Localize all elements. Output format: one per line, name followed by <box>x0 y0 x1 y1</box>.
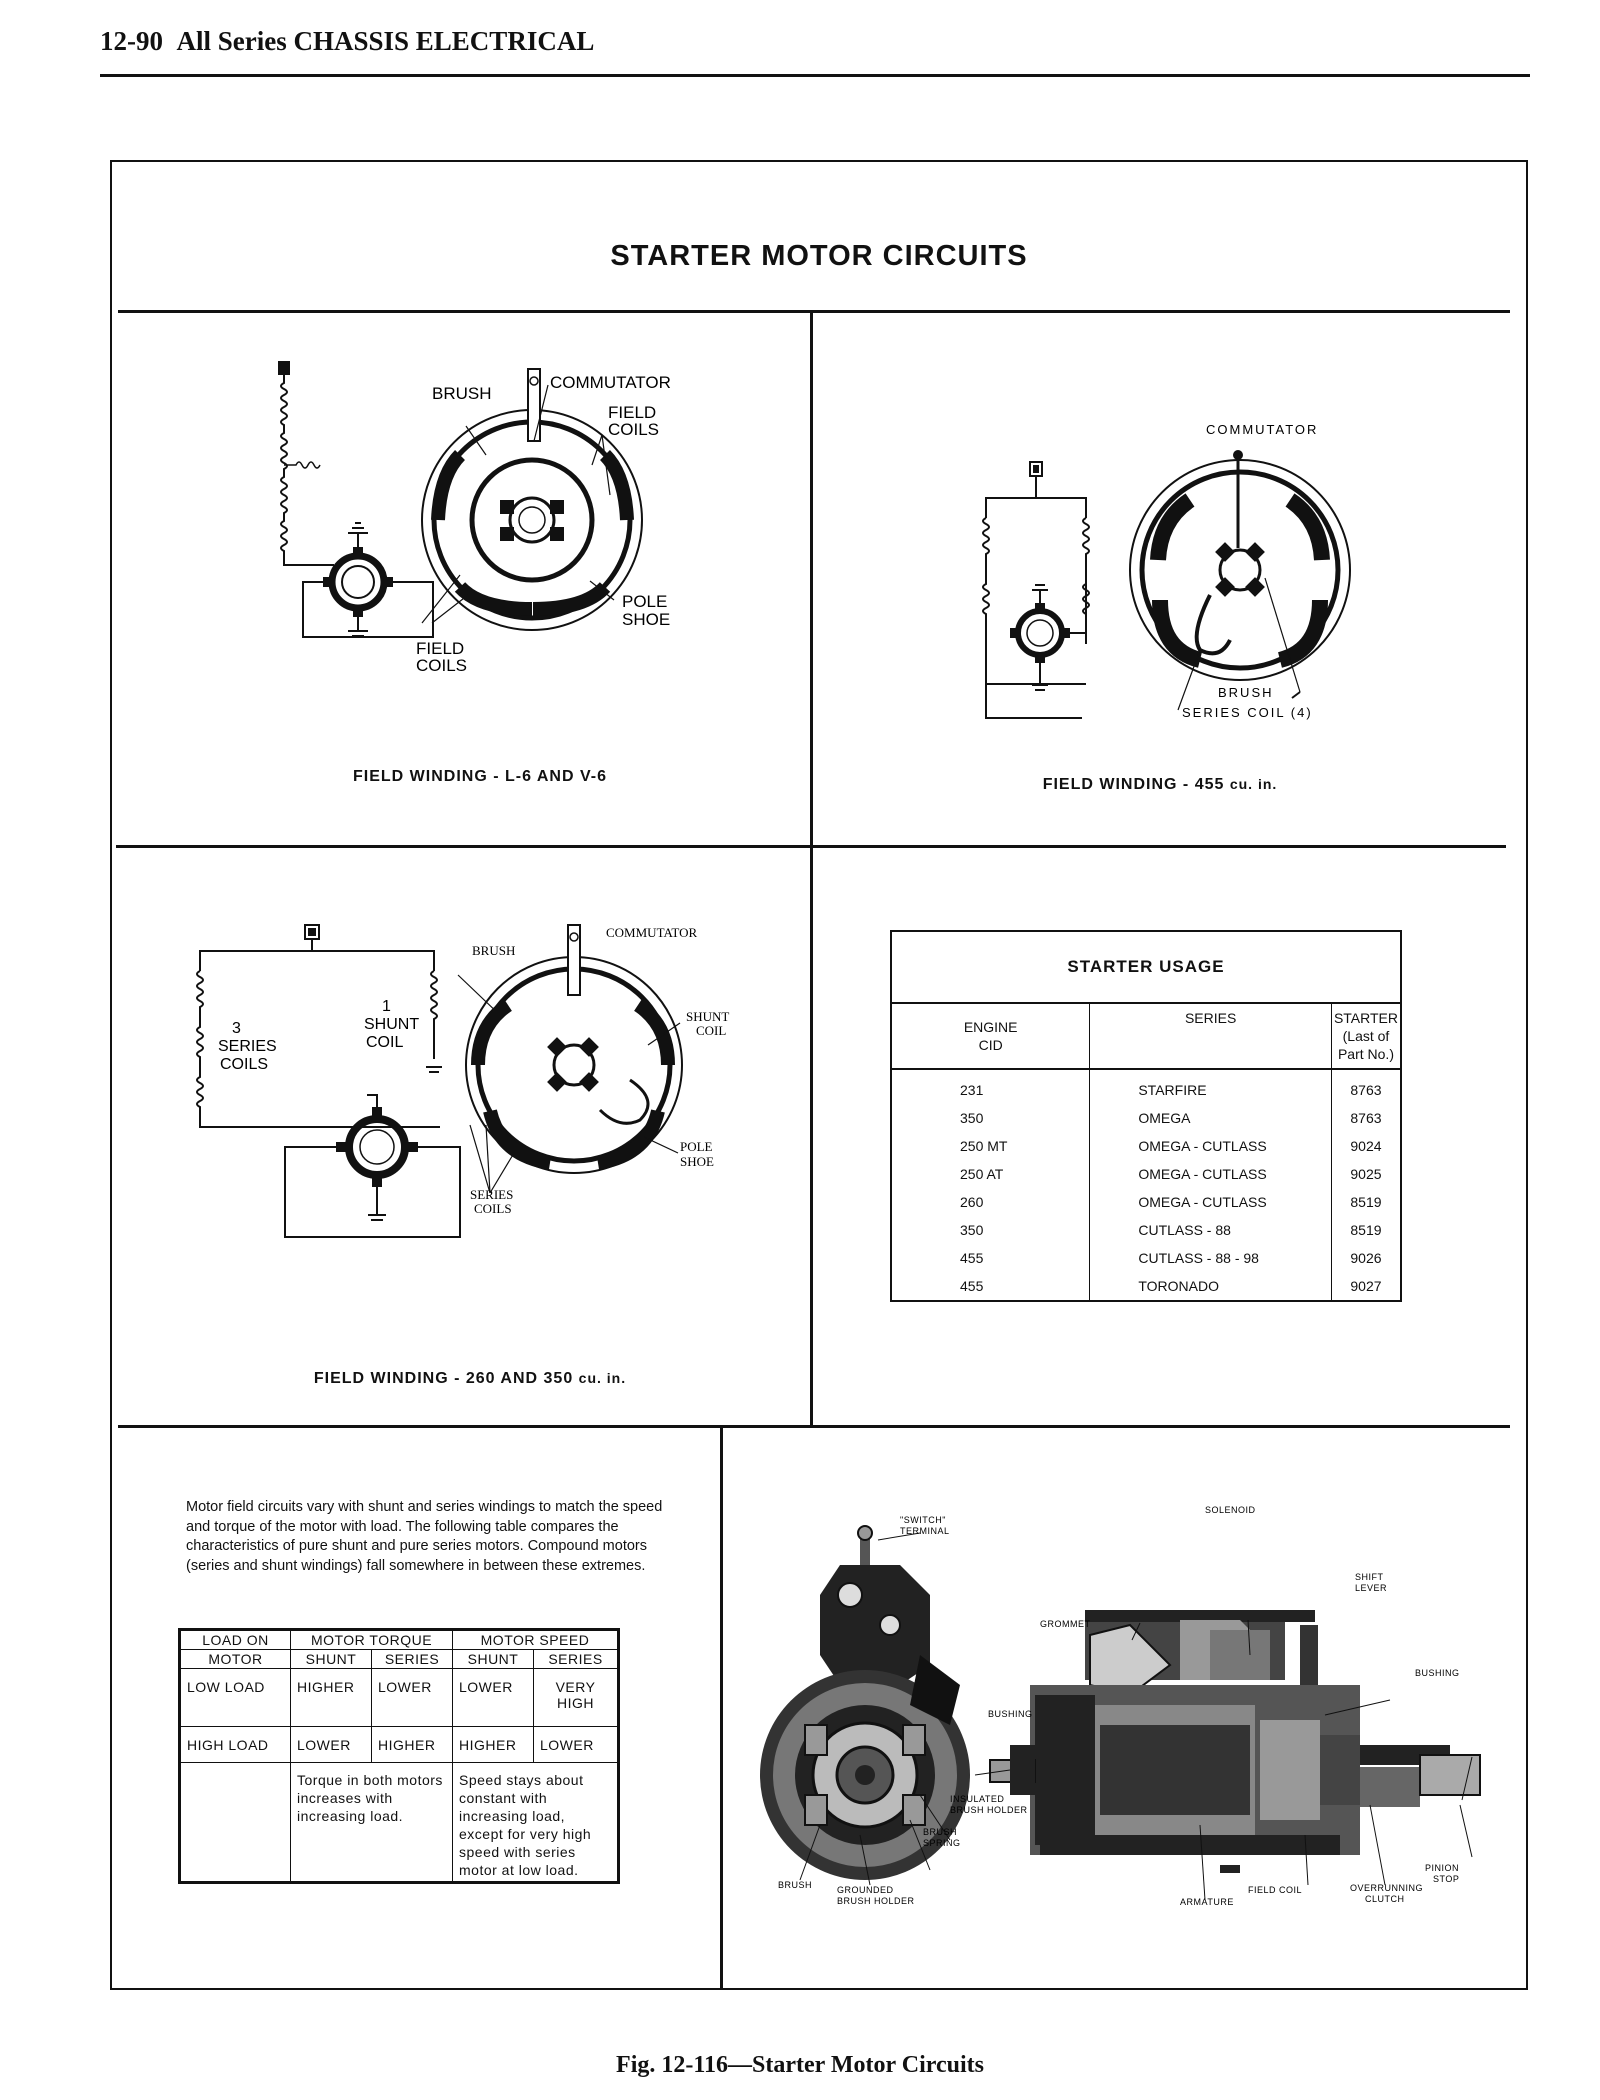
label-bushing-left: BUSHING <box>988 1709 1033 1719</box>
row-high-load-torque-shunt: LOWER <box>291 1727 372 1763</box>
label-pinion-stop-2: STOP <box>1433 1874 1460 1884</box>
usage-row <box>892 1272 1400 1300</box>
label-switch-terminal-2: TERMINAL <box>900 1526 950 1536</box>
usage-cell-starter: 9024 <box>1350 1138 1382 1154</box>
usage-cell-cid: 250 MT <box>892 1132 1090 1160</box>
grid-line-vertical-lower <box>720 1425 723 1990</box>
caption-diagram-2 <box>960 776 1360 794</box>
torque-note: Torque in both motors increases with increasing load. <box>291 1763 453 1882</box>
label-commutator: COMMUTATOR <box>606 925 698 940</box>
usage-cell-cid: 455 <box>892 1272 1090 1300</box>
usage-row <box>892 1216 1400 1244</box>
label-brush-spring-2: SPRING <box>923 1838 961 1848</box>
usage-row <box>892 1104 1400 1132</box>
label-one-coil: COIL <box>366 1034 404 1051</box>
row-high-load-label: HIGH LOAD <box>181 1727 291 1763</box>
label-shift-lever: SHIFT <box>1355 1572 1384 1582</box>
usage-cell-cid: 350 <box>892 1216 1090 1244</box>
field-winding-260-350-diagram <box>190 915 750 1255</box>
row-low-load-label: LOW LOAD <box>181 1669 291 1727</box>
usage-cell-cid: 350 <box>892 1104 1090 1132</box>
header-starter-label: STARTER <box>1333 1010 1398 1026</box>
starter-usage-table <box>890 930 1402 1302</box>
label-grounded-brush-holder: GROUNDED <box>837 1885 894 1895</box>
caption-diagram-2-main: FIELD WINDING - 455 <box>1042 776 1225 793</box>
usage-cell-series: STARFIRE <box>1090 1069 1332 1104</box>
caption-diagram-2-unit: cu. in. <box>1229 776 1278 792</box>
header-torque-series: SERIES <box>372 1650 453 1669</box>
header-motor-torque: MOTOR TORQUE <box>291 1631 453 1650</box>
label-field-coils-bottom-2: COILS <box>416 656 468 675</box>
label-field-coils-top: FIELD <box>608 403 657 422</box>
usage-cell-cid: 231 <box>892 1069 1090 1104</box>
usage-cell-cid: 455 <box>892 1244 1090 1272</box>
label-commutator: COMMUTATOR <box>1206 422 1319 437</box>
page-number: 12-90 <box>100 26 163 56</box>
label-overrunning-clutch-2: CLUTCH <box>1365 1894 1405 1904</box>
row-high-load-speed-shunt: HIGHER <box>453 1727 534 1763</box>
usage-row <box>892 1132 1400 1160</box>
page-header <box>100 26 594 57</box>
caption-diagram-3 <box>190 1370 750 1388</box>
label-one-shunt: SHUNT <box>364 1016 420 1033</box>
label-shift-lever-2: LEVER <box>1355 1583 1388 1593</box>
motor-characteristics-table <box>178 1628 620 1884</box>
label-brush: BRUSH <box>778 1880 813 1890</box>
usage-cell-starter: 9025 <box>1350 1166 1382 1182</box>
row-low-load-torque-series: LOWER <box>372 1669 453 1727</box>
usage-cell-starter: 8763 <box>1350 1110 1382 1126</box>
label-pole: POLE <box>680 1139 713 1154</box>
row-low-load-torque-shunt: HIGHER <box>291 1669 372 1727</box>
label-shoe: SHOE <box>622 610 671 629</box>
label-field-coils-top-2: COILS <box>608 420 660 439</box>
field-winding-455-diagram <box>960 420 1360 730</box>
usage-cell-starter: 9027 <box>1350 1278 1382 1294</box>
starter-cutaway-illustration <box>760 1505 1520 1905</box>
header-motor: MOTOR <box>181 1650 291 1669</box>
label-shunt-coil: SHUNT <box>686 1009 730 1024</box>
intro-paragraph: Motor field circuits vary with shunt and series windings to match the speed and torque of the motor with load. The following table compares the characteristics of pure shunt and pure series motors. Compound motors (series and shunt windings) fall somewhere in between these extremes. <box>186 1499 663 1574</box>
usage-cell-series: OMEGA - CUTLASS <box>1090 1132 1332 1160</box>
usage-cell-cid: 250 AT <box>892 1160 1090 1188</box>
label-insulated-brush-holder: INSULATED <box>950 1794 1005 1804</box>
section-title: All Series CHASSIS ELECTRICAL <box>176 26 595 56</box>
caption-diagram-3-unit: cu. in. <box>578 1370 627 1386</box>
label-commutator: COMMUTATOR <box>550 373 671 392</box>
usage-cell-series: OMEGA - CUTLASS <box>1090 1160 1332 1188</box>
row-high-load-speed-series: LOWER <box>534 1727 618 1763</box>
label-field-coil: FIELD COIL <box>1248 1885 1303 1895</box>
usage-cell-series: CUTLASS - 88 - 98 <box>1090 1244 1332 1272</box>
header-starter-note: (Last of Part No.) <box>1337 1028 1394 1062</box>
main-title: STARTER MOTOR CIRCUITS <box>610 240 1028 272</box>
label-brush: BRUSH <box>472 943 516 958</box>
usage-cell-series: OMEGA <box>1090 1104 1332 1132</box>
usage-cell-series: TORONADO <box>1090 1272 1332 1300</box>
label-grounded-brush-holder-2: BRUSH HOLDER <box>837 1896 915 1905</box>
label-series-coils-2: COILS <box>474 1201 512 1216</box>
label-switch-terminal: "SWITCH" <box>900 1515 946 1525</box>
label-bushing-right: BUSHING <box>1415 1668 1460 1678</box>
usage-row <box>892 1160 1400 1188</box>
header-speed-shunt: SHUNT <box>453 1650 534 1669</box>
grid-line-1 <box>118 310 1510 313</box>
caption-diagram-3-main: FIELD WINDING - 260 AND 350 <box>313 1370 574 1387</box>
label-series-coils: SERIES <box>470 1187 514 1202</box>
header-motor-speed: MOTOR SPEED <box>453 1631 618 1650</box>
grid-line-3 <box>118 1425 1510 1428</box>
figure-caption: Fig. 12-116—Starter Motor Circuits <box>616 2052 984 2078</box>
caption-diagram-1: FIELD WINDING - L-6 AND V-6 <box>353 768 607 785</box>
label-shoe: SHOE <box>680 1154 714 1169</box>
label-brush: BRUSH <box>1218 685 1274 700</box>
header-torque-shunt: SHUNT <box>291 1650 372 1669</box>
label-overrunning-clutch: OVERRUNNING <box>1350 1883 1424 1893</box>
usage-cell-starter: 8519 <box>1350 1222 1382 1238</box>
usage-row <box>892 1188 1400 1216</box>
label-series-coil: SERIES COIL (4) <box>1182 705 1313 720</box>
header-starter <box>1331 1004 1400 1069</box>
label-pinion-stop: PINION <box>1425 1863 1460 1873</box>
label-three: 3 <box>232 1020 241 1037</box>
header-engine-cid <box>892 1004 1090 1069</box>
usage-cell-series: CUTLASS - 88 <box>1090 1216 1332 1244</box>
row-notes-empty <box>181 1763 291 1882</box>
header-engine: ENGINE <box>963 1019 1018 1035</box>
row-high-load-torque-series: HIGHER <box>372 1727 453 1763</box>
speed-note: Speed stays about constant with increasing load, except for very high speed with series motor at low load. <box>453 1763 618 1882</box>
usage-row <box>892 1069 1400 1104</box>
header-speed-series: SERIES <box>534 1650 618 1669</box>
label-armature: ARMATURE <box>1180 1897 1234 1905</box>
usage-cell-series: OMEGA - CUTLASS <box>1090 1188 1332 1216</box>
label-brush-spring: BRUSH <box>923 1827 958 1837</box>
usage-cell-cid: 260 <box>892 1188 1090 1216</box>
header-rule <box>100 74 1530 77</box>
label-pole: POLE <box>622 592 668 611</box>
grid-line-vertical-upper <box>810 310 813 1425</box>
side-view <box>990 1610 1480 1873</box>
header-series: SERIES <box>1090 1004 1332 1069</box>
label-three-coils: COILS <box>220 1056 269 1073</box>
usage-row <box>892 1244 1400 1272</box>
label-field-coils-bottom: FIELD <box>416 639 465 658</box>
label-three-series: SERIES <box>218 1038 277 1055</box>
usage-cell-starter: 8519 <box>1350 1194 1382 1210</box>
label-insulated-brush-holder-2: BRUSH HOLDER <box>950 1805 1028 1815</box>
field-winding-l6-v6-diagram <box>260 355 700 685</box>
label-brush: BRUSH <box>432 384 492 403</box>
label-shunt-coil-2: COIL <box>696 1023 727 1038</box>
row-low-load-speed-shunt: LOWER <box>453 1669 534 1727</box>
row-low-load-speed-series: VERY HIGH <box>534 1669 618 1727</box>
header-cid: CID <box>978 1037 1003 1053</box>
starter-usage-title: STARTER USAGE <box>892 932 1400 1004</box>
label-one: 1 <box>382 998 391 1015</box>
label-grommet: GROMMET <box>1040 1619 1091 1629</box>
grid-line-2 <box>116 845 1506 848</box>
header-load-on: LOAD ON <box>181 1631 291 1650</box>
label-solenoid: SOLENOID <box>1205 1505 1256 1515</box>
usage-cell-starter: 9026 <box>1350 1250 1382 1266</box>
usage-cell-starter: 8763 <box>1350 1082 1382 1098</box>
